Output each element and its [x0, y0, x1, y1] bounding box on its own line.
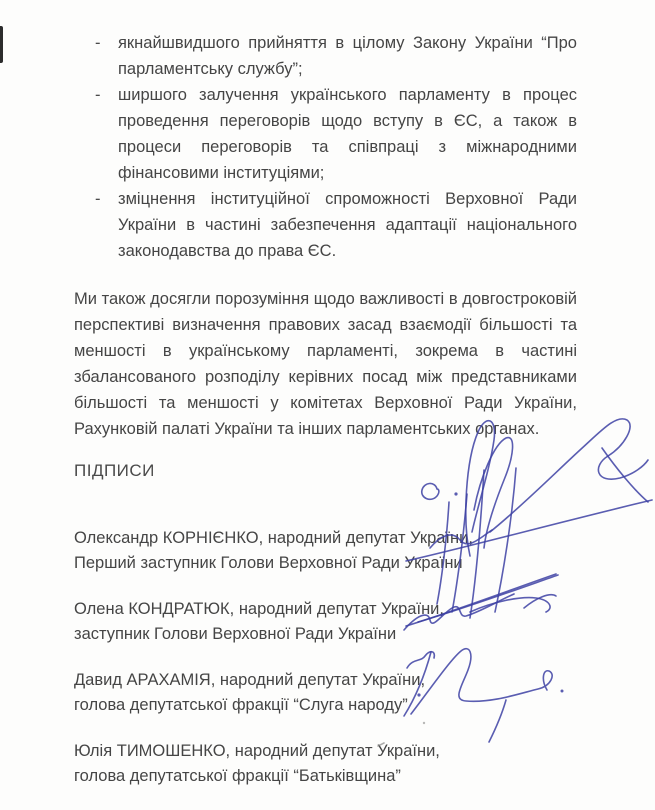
body-paragraph: Ми також досягли порозуміння щодо важливості в довгостроковій перспективі визначення правових засад взаємодії більшості та меншості в українському парламенті, зокрема в частині збалансованого розподілу керівних посад між представниками більшості та меншості у комітетах Верховної Ради України, Рахунковій палаті України та інших парламентських органах.	[74, 290, 577, 438]
bullet-marker: -	[95, 86, 101, 104]
scan-edge-artifact	[0, 26, 3, 63]
signatory-block-kondratiuk	[74, 597, 577, 647]
signatory-name: Давид АРАХАМІЯ, народний депутат України,	[74, 671, 426, 689]
bullet-text: якнайшвидшого прийняття в цілому Закону України “Про парламентську службу”;	[118, 34, 577, 78]
signatory-title: заступник Голови Верховної Ради України	[74, 625, 397, 643]
signatory-name: Юлія ТИМОШЕНКО, народний депутат України,	[74, 742, 440, 760]
bullet-text: ширшого залучення українського парламенту в процес проведення переговорів щодо вступу в ЄС, а також в процеси переговорів та співпраці з міжнародними фінансовими інституціями;	[118, 86, 577, 182]
signatory-name: Олена КОНДРАТЮК, народний депутат України,	[74, 600, 444, 618]
document-content	[74, 30, 577, 810]
bullet-marker: -	[95, 34, 101, 52]
bullet-item	[95, 30, 577, 82]
bullet-marker: -	[95, 190, 101, 208]
signatory-title: голова депутатської фракції “Слуга народу”	[74, 696, 408, 714]
bullet-list	[95, 30, 577, 264]
signatory-name: Олександр КОРНІЄНКО, народний депутат України,	[74, 529, 473, 547]
signatory-block-arakhamia	[74, 668, 577, 718]
signatures-heading: ПІДПИСИ	[74, 461, 155, 480]
signatory-title: голова депутатської фракції “Батьківщина”	[74, 767, 401, 785]
bullet-item	[95, 82, 577, 186]
signatories-list	[74, 526, 577, 789]
signatory-block-korniyenko	[74, 526, 577, 576]
bullet-text: зміцнення інституційної спроможності Верховної Ради України в частині забезпечення адаптації національного законодавства до права ЄС.	[118, 190, 577, 260]
signatory-title: Перший заступник Голови Верховної Ради України	[74, 554, 463, 572]
bullet-item	[95, 186, 577, 264]
signatory-block-tymoshenko	[74, 739, 577, 789]
